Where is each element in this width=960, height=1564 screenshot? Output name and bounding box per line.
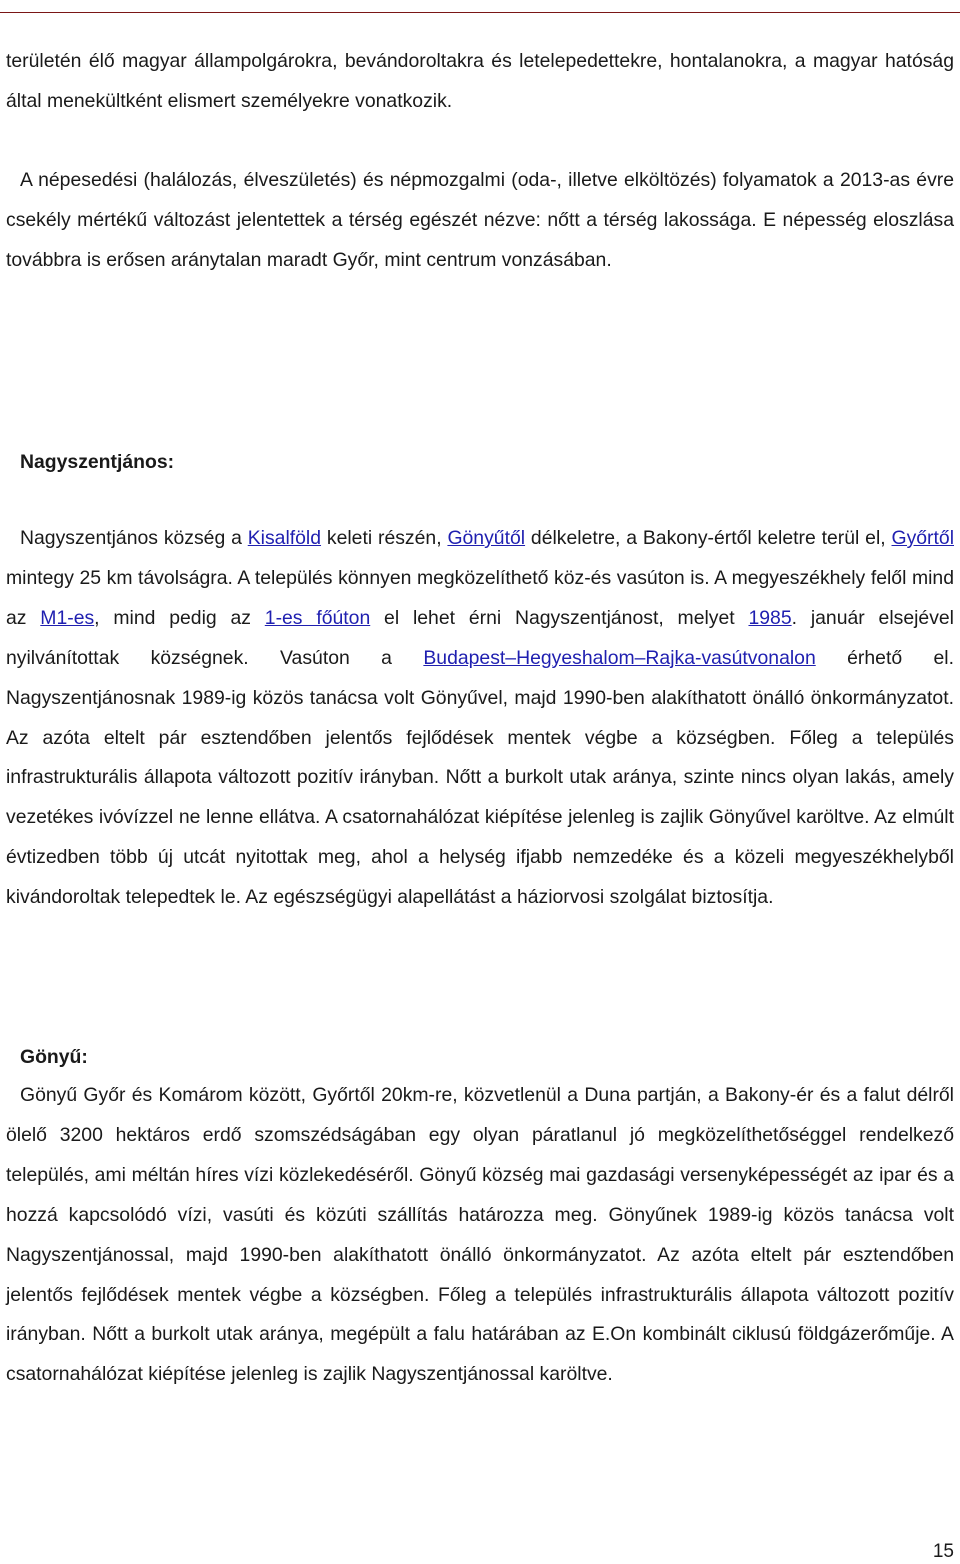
link-1985[interactable]: 1985 (748, 606, 792, 629)
header-rule (0, 2, 960, 13)
intro-paragraph: területén élő magyar állampolgárokra, bevándoroltakra és letelepedettekre, hontalanokra, a magyar hatóság által menekültként elismert személyekre vonatkozik. (6, 50, 954, 112)
section-heading-gonyu: Gönyű: (20, 1046, 88, 1068)
link-1-es-fouton[interactable]: 1-es főúton (264, 606, 371, 629)
page-number: 15 (932, 1541, 954, 1562)
gonyu-paragraph: Gönyű Győr és Komárom között, Győrtől 20km-re, közvetlenül a Duna partján, a Bakony-ér és a falut délről ölelő 3200 hektáros erdő szomszédságában egy olyan páratlanul jó megközelíthetőséggel rendelkező település, ami méltán híres vízi közlekedéséről. Gönyű község mai gazdasági versenyképességét az ipar és a hozzá kapcsolódó vízi, vasúti és közúti szállítás határozza meg. Gönyűnek 1989-ig közös tanácsa volt Nagyszentjánossal, majd 1990-ben alakíthatott önálló önkormányzatot. Az azóta eltelt pár esztendőben jelentős fejlődések mentek végbe a községben. Főleg a település infrastrukturális állapota változott pozitív irányban. Nőtt a burkolt utak aránya, megépült a falu határában az E.On kombinált ciklusú földgázerőműje. A csatornahálózat kiépítése jelenleg is zajlik Nagyszentjánossal karöltve. (6, 1084, 954, 1386)
population-paragraph: A népesedési (halálozás, élveszületés) és népmozgalmi (oda-, illetve elköltözés) folyamatok a 2013-as évre csekély mértékű változást jelentettek a térség egészét nézve: nőtt a térség lakossága. E népesség eloszlása továbbra is erősen aránytalan maradt Győr, mint centrum vonzásában. (6, 169, 954, 271)
link-gyortol[interactable]: Győrtől (891, 527, 954, 549)
link-railway-line[interactable]: Budapest–Hegyeshalom–Rajka-vasútvonalon (423, 646, 816, 669)
nagyszentjanos-paragraph: Nagyszentjános község a Kisalföld keleti részén, Gönyűtől délkeletre, a Bakony-értől keletre terül el, Győrtől mintegy 25 km távolságra. A település könnyen megközelíthető köz-és vasúton is. A megyeszékhely felől mind az M1-es, mind pedig az 1-es főúton el lehet érni Nagyszentjánost, melyet 1985. január elsejével nyilvánítottak községnek. Vasúton a Budapest–Hegyeshalom–Rajka-vasútvonalon érhető el. Nagyszentjánosnak 1989-ig közös tanácsa volt Gönyűvel, majd 1990-ben alakíthatott önálló önkormányzatot. Az azóta eltelt pár esztendőben jelentős fejlődések mentek végbe a községben. Főleg a település infrastrukturális állapota változott pozitív irányban. Nőtt a burkolt utak aránya, szinte nincs olyan lakás, amely vezetékes ivóvízzel ne lenne ellátva. A csatornahálózat kiépítése jelenleg is zajlik Gönyűvel karöltve. Az elmúlt évtizedben több új utcát nyitottak meg, ahol a helység ifjabb nemzedéke és a közeli megyeszékhelyből kivándoroltak telepedtek le. Az egészségügyi alapellátást a háziorvosi szolgálat biztosítja. (6, 527, 954, 909)
section-heading-nagyszentjanos: Nagyszentjános: (20, 451, 175, 473)
link-gonyutol[interactable]: Gönyűtől (447, 527, 526, 549)
link-kisalfold[interactable]: Kisalföld (247, 527, 322, 549)
link-m1-es[interactable]: M1-es (40, 606, 95, 629)
